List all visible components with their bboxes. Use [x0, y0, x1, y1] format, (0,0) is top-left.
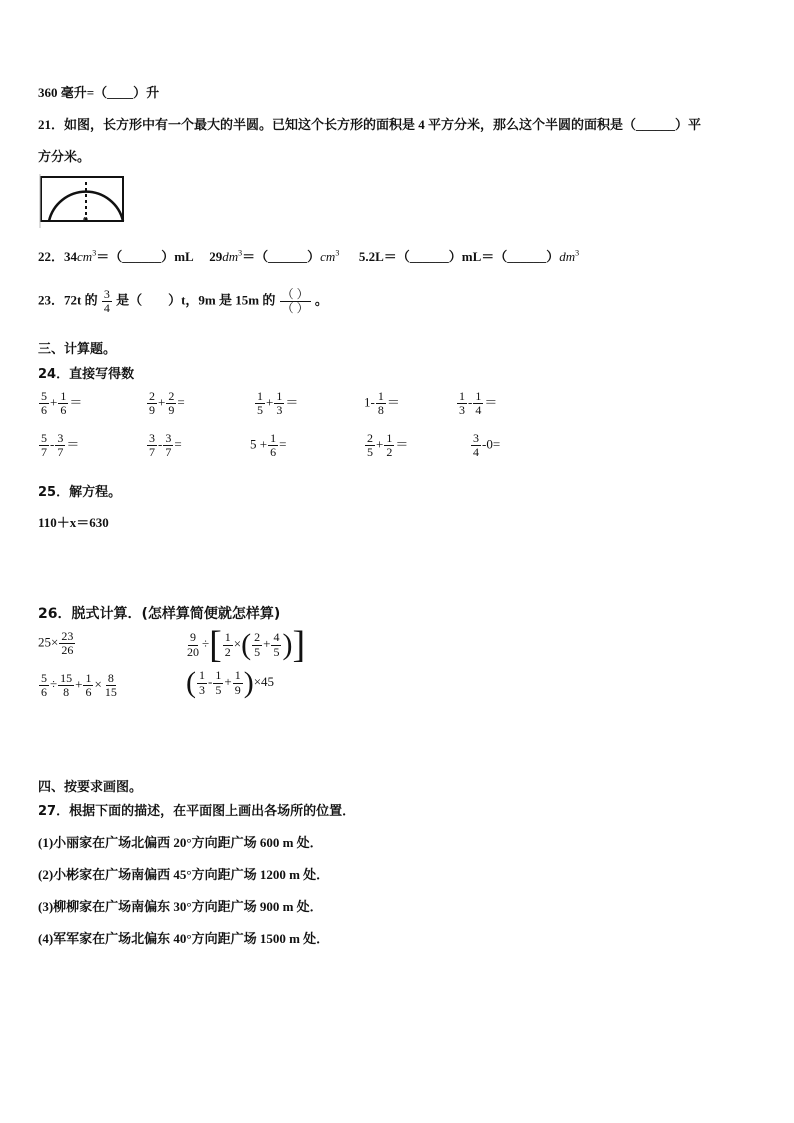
left-paren: ( [186, 666, 196, 699]
denominator: 8 [377, 403, 384, 418]
fraction [103, 672, 119, 699]
denominator: 2 [224, 644, 231, 659]
fraction [83, 672, 93, 699]
denominator: 5 [254, 644, 261, 659]
fraction [58, 390, 68, 417]
denominator: 6 [85, 685, 92, 700]
denominator: 7 [165, 445, 172, 460]
denominator: 3 [276, 403, 283, 418]
numerator: 8 [107, 671, 114, 685]
q26-expr4 [186, 668, 274, 698]
fraction [39, 672, 49, 699]
numerator: 1 [276, 389, 283, 403]
denominator: 26 [61, 643, 74, 658]
fraction [268, 432, 278, 459]
operator: - [50, 436, 55, 452]
q27-title: 27．根据下面的描述，在平面图上画出各场所的位置． [38, 804, 356, 819]
equals: ＝ [66, 436, 80, 452]
numerator: 5 [41, 431, 47, 445]
operator: + [50, 394, 58, 410]
fraction [384, 432, 394, 459]
q27-item-4: (4)军军家在广场北偏东 40°方向距广场 1500 m 处． [38, 931, 330, 946]
numerator: 15 [60, 671, 73, 685]
fraction [473, 390, 483, 417]
left-square-bracket: [ [209, 624, 222, 666]
denominator: 7 [57, 445, 64, 460]
numerator: 3 [473, 431, 479, 445]
q23-text-c: 。 [314, 292, 328, 308]
operator: ÷ [202, 635, 210, 651]
q24-r1-c5 [456, 390, 497, 417]
q22-part1-rest: ＝（______）mL [96, 249, 193, 264]
numerator: 1 [459, 389, 465, 403]
q22-exp: 3 [92, 248, 97, 258]
numerator: 3 [165, 431, 172, 445]
fraction [59, 630, 75, 657]
q23-line [38, 288, 328, 315]
q21-line2: 方分米。 [38, 149, 91, 164]
operator: - [468, 394, 473, 410]
fraction [223, 631, 233, 658]
operator: + [263, 635, 271, 651]
numerator: 2 [367, 431, 373, 445]
operator: - [158, 436, 163, 452]
q22-exp: 3 [238, 248, 243, 258]
q26-title: 26．脱式计算．(怎样算简便就怎样算) [38, 606, 281, 622]
prefix: 5 + [250, 436, 268, 452]
denominator: 7 [41, 445, 47, 460]
numerator: 1 [199, 668, 205, 683]
denominator: 9 [234, 682, 241, 697]
q24-r2-c3 [250, 432, 286, 459]
fraction [365, 432, 375, 459]
q26-expr3 [38, 672, 120, 699]
fraction [233, 669, 243, 696]
numerator: 3 [57, 431, 64, 445]
fraction [39, 432, 49, 459]
fraction [197, 669, 207, 696]
equals: ＝ [285, 394, 299, 410]
q21-line1: 21．如图，长方形中有一个最大的半圆。已知这个长方形的面积是 4 平方分米，那么这个半圆的面积是（______）平 [38, 117, 702, 132]
numerator: 9 [190, 630, 196, 645]
operator: + [224, 673, 232, 689]
fraction [58, 672, 74, 699]
operator: ÷ [50, 676, 58, 692]
q24-r2-c4 [364, 432, 408, 459]
prefix: 1- [364, 394, 375, 410]
q22-line [38, 246, 579, 265]
numerator: 2 [168, 389, 175, 403]
section3-title: 三、计算题。 [38, 342, 117, 357]
q24-r2-c1 [38, 432, 79, 459]
right-paren: ) [282, 628, 293, 661]
q22-part1-num: 22．34 [38, 249, 78, 264]
q20-line: 360 毫升=（____）升 [38, 85, 160, 100]
fraction [252, 631, 262, 658]
q24-r1-c4 [364, 390, 400, 417]
equals: ＝ [395, 436, 409, 452]
section4-title: 四、按要求画图。 [38, 780, 143, 795]
operator: + [376, 436, 384, 452]
q27-item-1: (1)小丽家在广场北偏西 20°方向距广场 600 m 处． [38, 835, 323, 850]
fraction [280, 288, 311, 315]
q22-unit-cm: cm [77, 249, 93, 264]
denominator: 4 [475, 403, 482, 418]
q24-r2-c5 [470, 432, 500, 459]
equals: ＝ [484, 394, 498, 410]
semicircle-figure [38, 170, 126, 230]
equals: ＝ [386, 394, 400, 410]
numerator: 5 [41, 389, 47, 403]
denominator: 5 [215, 682, 222, 697]
denominator: 3 [199, 682, 205, 697]
numerator: 1 [224, 630, 231, 645]
q26-expr1 [38, 630, 76, 657]
numerator: 2 [149, 389, 155, 403]
right-square-bracket: ] [292, 624, 306, 666]
denominator: 6 [60, 403, 67, 418]
operator: × [94, 676, 102, 692]
numerator: 1 [85, 671, 92, 685]
suffix: -0= [482, 436, 501, 452]
denominator: 4 [103, 301, 110, 316]
numerator: 1 [475, 389, 482, 403]
fraction [185, 631, 201, 658]
q23-text-b: 是（ ）t，9m 是 15m 的 [116, 292, 276, 308]
fraction [55, 432, 65, 459]
operator: + [266, 394, 274, 410]
numerator: 1 [257, 389, 263, 403]
q22-unit-cm2: cm [320, 249, 336, 264]
numerator: 1 [234, 668, 241, 683]
fraction [213, 669, 223, 696]
q24-r1-c1 [38, 390, 82, 417]
q25-title: 25．解方程。 [38, 485, 122, 500]
numerator: 1 [377, 389, 384, 403]
q27-item-3: (3)柳柳家在广场南偏东 30°方向距广场 900 m 处． [38, 899, 323, 914]
denominator: 6 [270, 445, 277, 460]
denominator: 6 [41, 685, 47, 700]
operator: + [75, 676, 83, 692]
operator: × [233, 635, 242, 651]
numerator: 1 [270, 431, 277, 445]
fraction [255, 390, 265, 417]
fraction [376, 390, 386, 417]
q24-r1-c3 [254, 390, 298, 417]
semicircle-center-label: o [83, 214, 88, 225]
equals: = [174, 436, 182, 452]
denominator: 3 [459, 403, 465, 418]
numerator: 3 [149, 431, 155, 445]
q22-unit-dm2: dm [559, 249, 576, 264]
fraction [271, 631, 281, 658]
fraction [102, 288, 112, 315]
prefix: 25× [38, 634, 59, 650]
fraction [457, 390, 467, 417]
denominator: 5 [367, 445, 373, 460]
q22-exp: 3 [335, 248, 340, 258]
q22-part3: 5.2L＝（______）mL＝（______） [358, 249, 560, 264]
fraction [147, 390, 157, 417]
suffix: ×45 [253, 673, 275, 689]
denominator: 15 [104, 685, 117, 700]
denominator: 4 [473, 445, 479, 460]
q24-r2-c2 [146, 432, 182, 459]
denominator: 6 [41, 403, 47, 418]
q24-r1-c2 [146, 390, 185, 417]
fraction [147, 432, 157, 459]
numerator: 1 [386, 431, 393, 445]
q25-equation: 110＋x＝630 [38, 515, 109, 530]
denominator: 9 [168, 403, 175, 418]
denominator: 20 [187, 644, 199, 659]
q22-part2-rest: ＝（______） [242, 249, 321, 264]
equals: = [279, 436, 287, 452]
numerator: 5 [41, 671, 47, 685]
fraction [274, 390, 284, 417]
equals: ＝ [69, 394, 83, 410]
operator: - [208, 673, 213, 689]
fraction [39, 390, 49, 417]
numerator: 3 [103, 287, 110, 301]
numerator: 2 [254, 630, 261, 645]
fraction [471, 432, 481, 459]
q22-unit-dm: dm [222, 249, 239, 264]
denominator: 7 [149, 445, 155, 460]
fraction [163, 432, 173, 459]
right-paren: ) [243, 666, 254, 699]
denominator: 5 [273, 644, 280, 659]
numerator: 23 [61, 629, 74, 643]
numerator: 1 [60, 389, 67, 403]
denominator: 9 [149, 403, 155, 418]
fraction [166, 390, 176, 417]
numerator: 1 [215, 668, 222, 683]
denominator: 5 [257, 403, 263, 418]
numerator: （ ） [281, 287, 309, 301]
q22-exp: 3 [575, 248, 580, 258]
operator: + [158, 394, 166, 410]
left-paren: ( [241, 628, 252, 661]
q24-title: 24．直接写得数 [38, 367, 135, 382]
q26-expr2 [184, 626, 305, 664]
denominator: 8 [63, 685, 70, 700]
q27-item-2: (2)小彬家在广场南偏西 45°方向距广场 1200 m 处． [38, 867, 330, 882]
q23-text-a: 23．72t 的 [38, 292, 98, 308]
denominator: 2 [386, 445, 393, 460]
numerator: 4 [273, 630, 280, 645]
q22-part2-num: 29 [209, 249, 223, 264]
denominator: （ ） [281, 301, 309, 316]
equals: = [177, 394, 185, 410]
